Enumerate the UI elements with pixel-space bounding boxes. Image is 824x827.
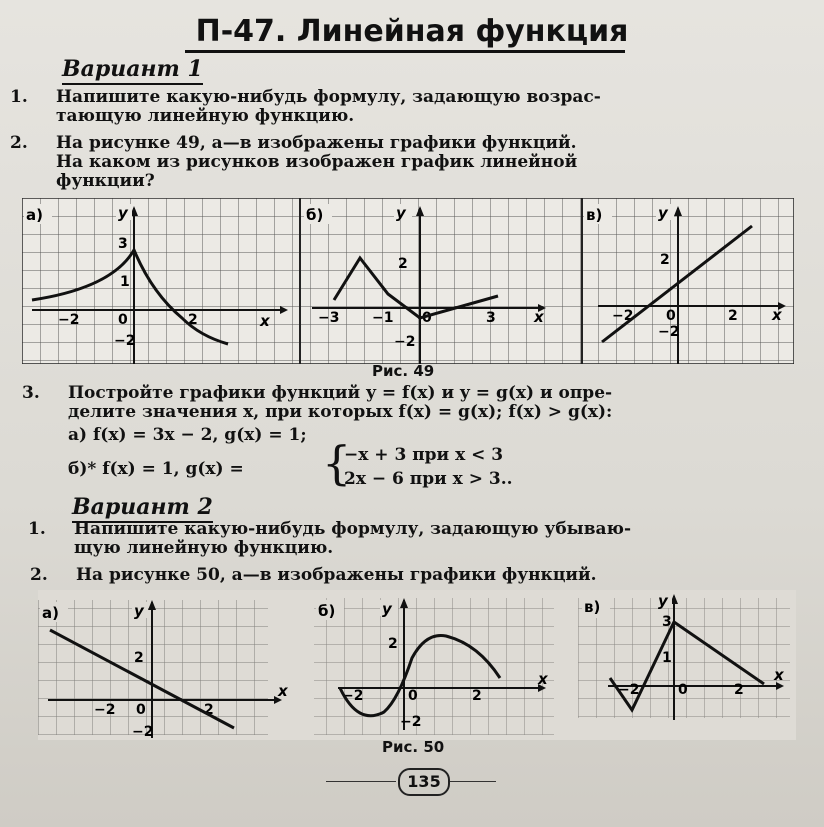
v1-q3-line: Постройте графики функций y = f(x) и y = g(x) и опре- (68, 383, 613, 403)
tick-label: −2 (394, 334, 416, 350)
tick-label: −2 (658, 324, 680, 340)
page-number: 135 (398, 768, 450, 796)
tick-label: 3 (662, 614, 672, 630)
tick-label: −3 (318, 310, 340, 326)
variant2-heading: Вариант 2 (72, 494, 213, 523)
fig50-panel-b (314, 598, 554, 735)
v2-q1-line: Напишите какую-нибудь формулу, задающую убываю- (74, 519, 632, 539)
tick-label: 1 (120, 274, 130, 290)
tick-label: −2 (400, 714, 422, 730)
x-axis-label: x (538, 670, 548, 688)
tick-label: 2 (660, 252, 670, 268)
tick-label: 0 (666, 308, 676, 324)
y-axis-label: y (118, 204, 128, 222)
y-axis-label: y (382, 600, 392, 618)
case-brace: { (322, 436, 352, 490)
y-axis-label: y (658, 592, 668, 610)
panel-label: а) (26, 206, 43, 224)
tick-label: 0 (422, 310, 432, 326)
figure-49-caption: Рис. 49 (372, 362, 435, 380)
x-axis-label: x (774, 666, 784, 684)
tick-label: −2 (114, 333, 136, 349)
v1-q3-part-b-prefix: б)* f(x) = 1, g(x) = (68, 459, 244, 479)
tick-label: 3 (486, 310, 496, 326)
tick-label: 0 (408, 688, 418, 704)
tick-label: −1 (372, 310, 394, 326)
v2-q1-line: щую линейную функцию. (74, 538, 334, 558)
tick-label: 1 (662, 650, 672, 666)
v1-q3-case-1: −x + 3 при x < 3 (344, 445, 504, 465)
panel-label: б) (318, 602, 336, 620)
v1-q1-number: 1. (10, 87, 28, 107)
y-axis-label: y (134, 602, 144, 620)
v1-q3-part-a: а) f(x) = 3x − 2, g(x) = 1; (68, 425, 307, 445)
panel-label: б) (306, 206, 324, 224)
tick-label: −2 (612, 308, 634, 324)
tick-label: 0 (678, 682, 688, 698)
panel-label: а) (42, 604, 59, 622)
variant1-heading: Вариант 1 (62, 56, 203, 85)
tick-label: −2 (58, 312, 80, 328)
tick-label: 2 (388, 636, 398, 652)
x-axis-label: x (278, 682, 288, 700)
v2-q1-number: 1. (28, 519, 46, 539)
v1-q1-line: тающую линейную функцию. (56, 106, 355, 126)
v1-q1-line: Напишите какую-нибудь формулу, задающую возрас- (56, 87, 601, 107)
tick-label: 0 (118, 312, 128, 328)
v2-q2-line: На рисунке 50, а—в изображены графики функций. (76, 565, 597, 585)
tick-label: 2 (134, 650, 144, 666)
y-axis-label: y (396, 204, 406, 222)
figure-50-caption: Рис. 50 (382, 738, 445, 756)
figure-49 (22, 198, 794, 364)
y-axis-label: y (658, 204, 668, 222)
v1-q2-line: На рисунке 49, а—в изображены графики функций. (56, 133, 577, 153)
fig50-panel-a (38, 600, 289, 740)
fig50-panel-c (578, 592, 790, 720)
v1-q3-number: 3. (22, 383, 40, 403)
x-axis-label: x (260, 312, 270, 330)
page-title: П-47. Линейная функция (195, 14, 629, 49)
tick-label: 3 (118, 236, 128, 252)
tick-label: 2 (734, 682, 744, 698)
tick-label: −2 (132, 724, 154, 740)
v2-q2-number: 2. (30, 565, 48, 585)
tick-label: 0 (136, 702, 146, 718)
title-underline (185, 50, 625, 53)
x-axis-label: x (772, 306, 782, 324)
v1-q3-part-b (68, 460, 244, 479)
tick-label: 2 (728, 308, 738, 324)
v1-q2-line: На каком из рисунков изображен график линейной (56, 152, 578, 172)
page-number-rule-right (450, 781, 496, 782)
x-axis-label: x (534, 308, 544, 326)
tick-label: 2 (398, 256, 408, 272)
panel-label: в) (586, 206, 603, 224)
tick-label: 2 (472, 688, 482, 704)
v1-q2-line: функции? (56, 171, 155, 191)
figure-50 (38, 590, 796, 740)
v1-q3-case-2: 2x − 6 при x > 3.. (344, 469, 513, 489)
v1-q2-number: 2. (10, 133, 28, 153)
page-number-rule-left (326, 781, 396, 782)
tick-label: 2 (188, 312, 198, 328)
panel-label: в) (584, 598, 601, 616)
tick-label: 2 (204, 702, 214, 718)
tick-label: −2 (618, 682, 640, 698)
tick-label: −2 (342, 688, 364, 704)
v1-q3-line: делите значения x, при которых f(x) = g(x); f(x) > g(x): (68, 402, 613, 422)
tick-label: −2 (94, 702, 116, 718)
